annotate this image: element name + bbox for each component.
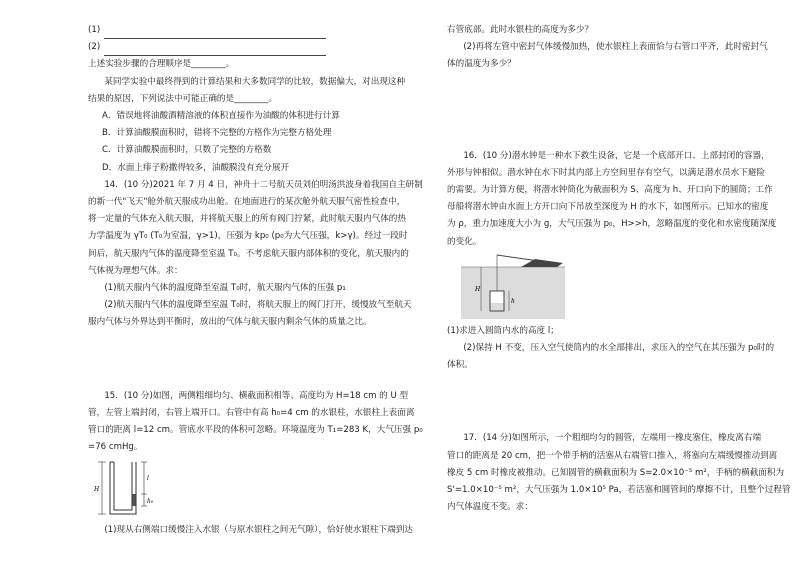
q14-text: 力学温度为 γT₀ (T₀为室温，γ>1)，压强为 kp₀ (p₀为大气压强，k>γ)。经过一段时 [88,231,408,242]
mother-ship [521,259,563,267]
q14-text: 间后，航天服内气体的温度降至室温 T₀。不考虑航天服内部体积的变化，航天服内的 [88,248,409,259]
q16-subquestion-1: (1)求进入圆筒内水的高度 l； [447,325,559,336]
q14-text: 的新一代"飞天"舱外航天服成功出舱。在地面进行的某次舱外航天服气密性检查中， [88,197,406,208]
answer-blank-2: (2) [88,39,406,56]
q16-text: 16．(10 分)潜水钟是一种水下救生设备，它是一个底部开口、上部封闭的容器， [463,150,770,161]
q15-text: =76 cmHg。 [88,442,143,453]
q14-text: 将一定量的气体充入航天服，并将航天服上的所有阀门拧紧，此时航天服内气体的热 [88,214,406,225]
q13-text: 结果的原因，下列说法中可能正确的是________。 [88,93,278,104]
q16-text: 外形与钟相似。潜水钟在水下时其内部上方空间里存有空气，以满足潜水员水下避险 [447,167,765,178]
q16-subquestion-2: 体积。 [447,360,473,371]
q17-text: S'=1.0×10⁻⁵ m²，大气压强为 1.0×10⁵ Pa，若活塞和圆管间的摩擦不计，且整个过程管 [447,485,791,496]
q15-subquestion-2: (2)再将左管中密封气体缓慢加热，使水银柱上表面恰与右管口平齐，此时密封气 [463,42,768,53]
left-column [88,22,423,540]
q13-text: 某同学实验中最终得到的计算结果和大多数同学的比较，数据偏大，对出现这种 [104,76,406,87]
q14-text: 14．(10 分)2021 年 7 月 4 日，神舟十二号航天员刘伯明汤洪波身着我国自主研制 [104,179,423,190]
water-region [461,267,565,319]
q14-subquestion-2: (2)航天服内气体的温度降至室温 T₀时，将航天服上的阀门打开，缓慢放气至航天 [104,300,412,311]
right-column [447,22,791,516]
label-h: h [511,297,515,305]
blank-rule [104,44,326,56]
label-H: H [94,486,100,494]
q14-subquestion-2: 服内气体与外界达到平衡时，放出的气体与航天服内剩余气体的质量之比。 [88,317,372,328]
q17-text: 管口的距离是 20 cm，把一个带手柄的活塞从右端管口推入，将塞向左端缓慢推动到离 [447,450,778,461]
q16-text: 的变化。 [447,236,482,247]
q15-text: 管口的距离 l=12 cm。管底水平段的体积可忽略。环境温度为 T₁=283 K，大气压强 p₀ [88,425,423,436]
label-h0: h₀ [147,498,154,506]
q16-subquestion-2: (2)保持 H 不变，压入空气使筒内的水全部排出，求压入的空气在其压强为 p₀时的 [463,343,775,354]
option-d: D．水面上痱子粉撒得较多，油酸膜没有充分展开 [102,162,290,173]
q14-subquestion-1: (1)航天服内气体的温度降至室温 T₀时，航天服内气体的压强 p₁ [104,283,346,294]
q16-text: 为 ρ，重力加速度大小为 g，大气压强为 p₀，H>>h，忽略温度的变化和水密度随深度 [447,219,777,230]
q17-text: 内气体温度不变。求： [447,502,533,513]
answer-space [447,374,747,430]
q15-subquestion-1: (1)现从右侧端口缓慢注入水银（与原水银柱之间无气隙），恰好使水银柱下端到达 [104,525,413,536]
order-question: 上述实验步骤的合理顺序是________。 [88,59,235,70]
q17-text: 橡皮 5 cm 时橡皮被推动。已知圆管的横截面积为 S=2.0×10⁻⁵ m²，手柄的横截面积为 [447,467,785,478]
q15-subquestion-2: 体的温度为多少？ [447,59,516,70]
u-tube-figure [88,458,208,520]
option-a: A．错误地将油酸酒精溶液的体积直接作为油酸的体积进行计算 [102,111,340,122]
q15-text: 15．(10 分)如图，两侧粗细均匀、横截面积相等、高度均为 H=18 cm 的 U 型 [104,390,409,401]
option-b: B．计算油酸膜面积时，错将不完整的方格作为完整方格处理 [102,128,332,139]
bell-water [491,303,504,311]
q15-text: 管，左管上端封闭，右管上端开口。右管中有高 h₀=4 cm 的水银柱，水银柱上表面离 [88,407,415,418]
q16-text: 的需要。为计算方便，将潜水钟简化为截面积为 S、高度为 h、开口向下的圆筒；工作 [447,185,773,196]
q17-text: 17．(14 分)如图所示，一个粗细均匀的圆管，左端用一橡皮塞住，橡皮离右端 [463,433,762,444]
q16-text: 母船将潜水钟由水面上方开口向下吊放至深度为 H 的水下，如图所示。已知水的密度 [447,202,769,213]
option-c: C．计算油酸膜面积时，只数了完整的方格数 [102,145,272,156]
q14-text: 气体视为理想气体。求： [88,265,183,276]
answer-blank-1: (1) [88,22,406,39]
mercury-column [132,494,135,506]
q15-subquestion-1-cont: 右管底部。此时水银柱的高度为多少？ [447,25,594,35]
label-l: l [147,475,149,483]
blank-rule [104,27,326,39]
diving-bell-figure [459,253,569,321]
answer-space [447,74,747,148]
answer-space [88,332,406,388]
label-H: H [475,285,481,293]
